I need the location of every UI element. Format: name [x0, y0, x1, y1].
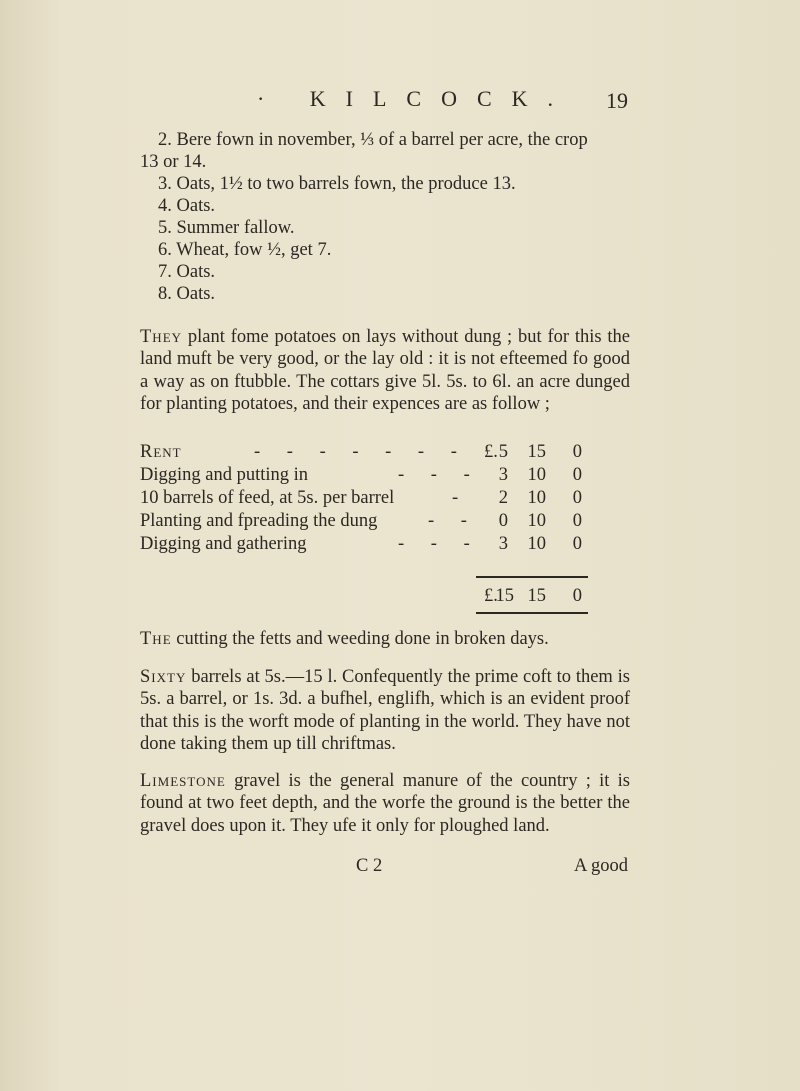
- list-item: 3. Oats, 1½ to two barrels fown, the produce 13.: [158, 174, 516, 194]
- page-number: 19: [606, 88, 628, 113]
- total-rule-top: [476, 576, 588, 578]
- list-item: 8. Oats.: [158, 284, 216, 304]
- list-item: 7. Oats.: [158, 262, 216, 282]
- shillings-cell: 10: [527, 511, 546, 531]
- leader-dashes: - - -: [398, 534, 481, 554]
- total-rule-bottom: [476, 612, 588, 614]
- shillings-cell: 10: [527, 465, 546, 485]
- list-item: 6. Wheat, fow ½, get 7.: [158, 240, 332, 260]
- paragraph-sixty-barrels: Sixty barrels at 5s.—15 l. Confequently the prime coft to them is 5s. a barrel, or 1s. 3d. a bufhel, englifh, which is an evident proof that this is the worft mode of planting in the world. They have not done taking them up till chriftmas.: [140, 667, 630, 754]
- pence-cell: 0: [572, 488, 582, 508]
- currency-symbol: £.: [484, 586, 498, 606]
- list-item-continued: 13 or 14.: [140, 152, 207, 172]
- pence-cell: 0: [572, 465, 582, 485]
- shillings-cell: 10: [527, 534, 546, 554]
- pounds-cell: 3: [498, 534, 508, 554]
- paragraph-potatoes: They plant fome potatoes on lays without dung ; but for this the land muft be very good, or the lay old : it is not efteemed fo good a way as on ftubble. The cottars give 5l. 5s. to 6l. an acre dunged for planting potatoes, and their expences are as follow ;: [140, 327, 631, 414]
- shillings-cell: 10: [527, 488, 546, 508]
- signature-mark: C 2: [356, 856, 383, 876]
- currency-symbol: £.: [484, 442, 498, 462]
- catchword: A good: [574, 856, 628, 876]
- pence-cell: 0: [572, 534, 582, 554]
- table-row-label: Planting and fpreading the dung: [140, 511, 378, 531]
- table-row-label: 10 barrels of feed, at 5s. per barrel: [140, 488, 395, 508]
- shillings-cell: 15: [527, 442, 546, 462]
- total-pounds: 15: [495, 586, 514, 606]
- list-item: 2. Bere fown in november, ⅓ of a barrel per acre, the crop: [158, 130, 588, 150]
- pounds-cell: 3: [498, 465, 508, 485]
- table-row-label: Digging and gathering: [140, 534, 307, 554]
- total-pence: 0: [572, 586, 582, 606]
- pence-cell: 0: [572, 442, 582, 462]
- leader-dashes: -: [452, 488, 470, 508]
- list-item: 5. Summer fallow.: [158, 218, 295, 238]
- list-item: 4. Oats.: [158, 196, 216, 216]
- pounds-cell: 5: [498, 442, 508, 462]
- running-header: · KILCOCK.: [256, 86, 574, 111]
- pence-cell: 0: [572, 511, 582, 531]
- total-shillings: 15: [527, 586, 546, 606]
- table-row-label: Digging and putting in: [140, 465, 309, 485]
- paragraph-setts: The cutting the fetts and weeding done in broken days.: [140, 629, 549, 649]
- paragraph-limestone: Limestone gravel is the general manure of the country ; it is found at two feet depth, and the worfe the ground is the better the gravel does upon it. They ufe it only for ploughed land.: [140, 771, 631, 836]
- leader-dashes: - - -: [398, 465, 481, 485]
- table-row: Rent: [140, 442, 182, 462]
- leader-dashes: - -: [428, 511, 478, 531]
- pounds-cell: 2: [498, 488, 508, 508]
- leader-dashes: - - - - - - -: [254, 442, 468, 462]
- pounds-cell: 0: [498, 511, 508, 531]
